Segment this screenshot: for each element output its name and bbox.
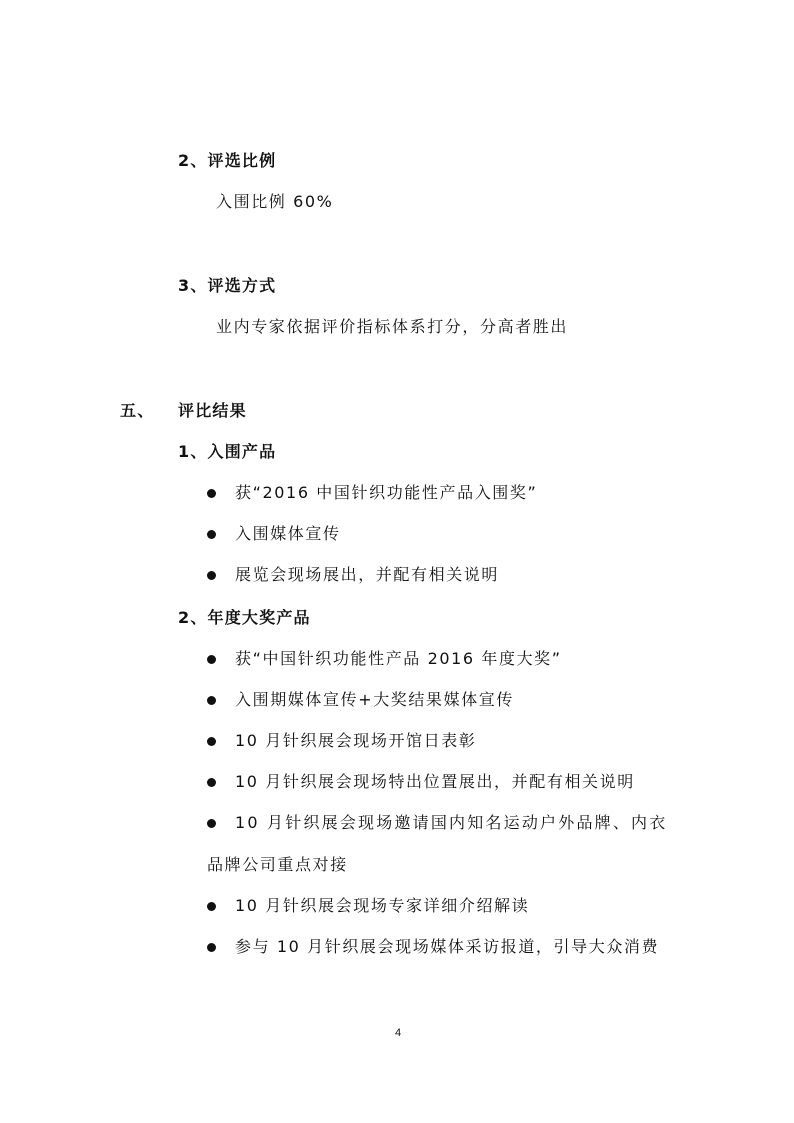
list-item: 10 月针织展会现场开馆日表彰 xyxy=(235,731,477,750)
list-item: 10 月针织展会现场特出位置展出，并配有相关说明 xyxy=(235,772,635,791)
list-item: 10 月针织展会现场邀请国内知名运动户外品牌、内衣 xyxy=(235,813,668,832)
bullet-icon xyxy=(207,489,216,498)
bullet-icon xyxy=(207,819,216,828)
part-title: 评比结果 xyxy=(178,401,247,420)
bullet-icon xyxy=(207,655,216,664)
bullet-icon xyxy=(207,737,216,746)
list-item-continuation: 品牌公司重点对接 xyxy=(207,855,348,874)
bullet-icon xyxy=(207,696,216,705)
list-item: 展览会现场展出，并配有相关说明 xyxy=(235,565,500,584)
subsection-heading-annual-award: 2、年度大奖产品 xyxy=(178,608,311,627)
list-item: 10 月针织展会现场专家详细介绍解读 xyxy=(235,896,530,915)
method-text: 业内专家依据评价指标体系打分，分高者胜出 xyxy=(216,317,569,336)
list-item: 获“中国针织功能性产品 2016 年度大奖” xyxy=(235,649,562,668)
bullet-icon xyxy=(207,571,216,580)
list-item: 参与 10 月针织展会现场媒体采访报道，引导大众消费 xyxy=(235,937,660,956)
bullet-icon xyxy=(207,530,216,539)
part-number: 五、 xyxy=(120,401,155,420)
page-number: 4 xyxy=(395,1027,402,1039)
list-item: 获“2016 中国针织功能性产品入围奖” xyxy=(235,483,538,502)
bullet-icon xyxy=(207,943,216,952)
ratio-text: 入围比例 60% xyxy=(216,192,334,211)
list-item: 入围媒体宣传 xyxy=(235,524,341,543)
bullet-icon xyxy=(207,902,216,911)
section-heading-ratio: 2、评选比例 xyxy=(178,151,277,170)
bullet-icon xyxy=(207,778,216,787)
subsection-heading-finalist: 1、入围产品 xyxy=(178,442,277,461)
section-heading-method: 3、评选方式 xyxy=(178,276,277,295)
list-item: 入围期媒体宣传+大奖结果媒体宣传 xyxy=(235,690,515,709)
